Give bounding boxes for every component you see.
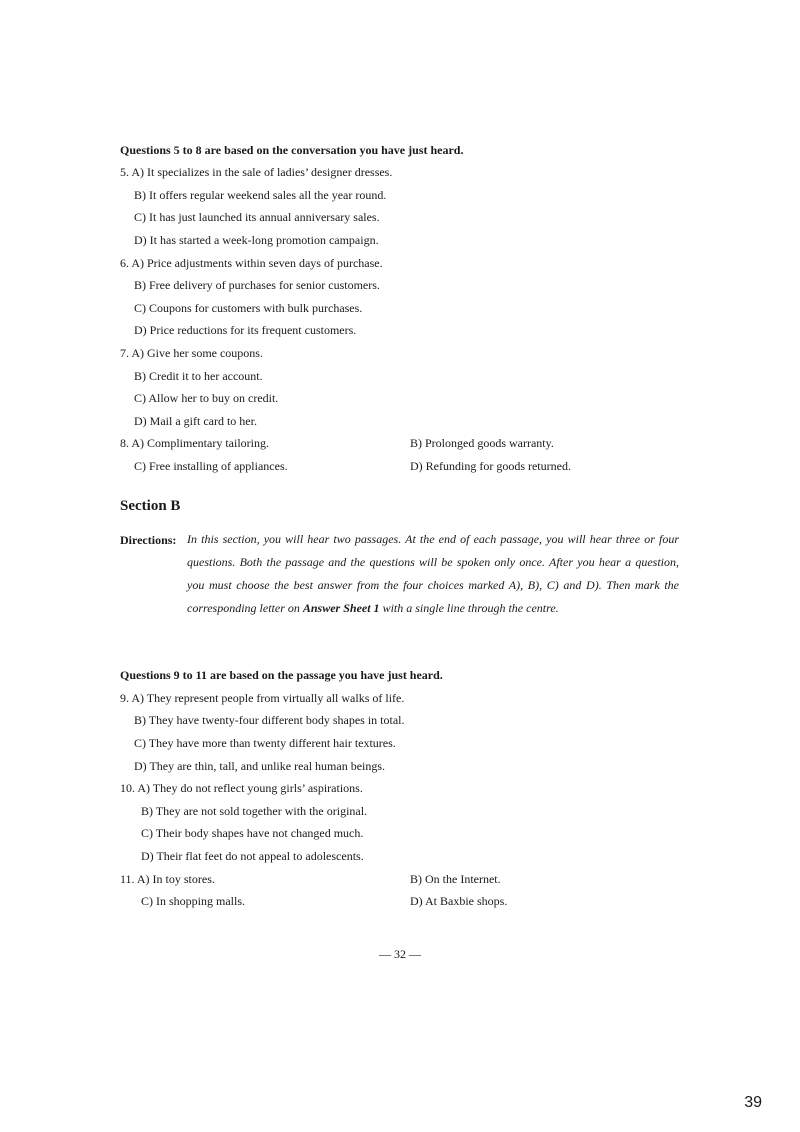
directions-part-2: with a single line through the centre. (382, 601, 559, 615)
q6-option-d: D) Price reductions for its frequent customers. (134, 323, 357, 337)
questions-9-11-heading: Questions 9 to 11 are based on the passage you have just heard. (120, 668, 443, 682)
q8-option-a: 8. A) Complimentary tailoring. (120, 436, 269, 450)
page-number: — 32 — (379, 947, 421, 961)
q10-option-d: D) Their flat feet do not appeal to adolescents. (141, 849, 364, 863)
q6-option-c: C) Coupons for customers with bulk purchases. (134, 301, 363, 315)
q9-option-b: B) They have twenty-four different body shapes in total. (134, 713, 405, 727)
directions-text (187, 528, 679, 620)
q10-option-a: 10. A) They do not reflect young girls’ aspirations. (120, 781, 363, 795)
q5-option-b: B) It offers regular weekend sales all the year round. (134, 188, 387, 202)
q9-option-c: C) They have more than twenty different hair textures. (134, 736, 396, 750)
q6-option-b: B) Free delivery of purchases for senior customers. (134, 278, 380, 292)
q11-option-d: D) At Baxbie shops. (410, 894, 508, 908)
q7-option-d: D) Mail a gift card to her. (134, 414, 257, 428)
questions-5-8-heading: Questions 5 to 8 are based on the conversation you have just heard. (120, 143, 464, 157)
q8-option-d: D) Refunding for goods returned. (410, 459, 571, 473)
directions-label: Directions: (120, 533, 177, 547)
q8-option-c: C) Free installing of appliances. (134, 459, 288, 473)
q11-option-c: C) In shopping malls. (141, 894, 245, 908)
q7-option-a: 7. A) Give her some coupons. (120, 346, 263, 360)
q10-option-b: B) They are not sold together with the original. (141, 804, 368, 818)
answer-sheet-reference: Answer Sheet 1 (302, 601, 380, 615)
q11-option-a: 11. A) In toy stores. (120, 872, 215, 886)
q7-option-c: C) Allow her to buy on credit. (134, 391, 279, 405)
corner-page-number: 39 (744, 1094, 762, 1111)
q10-option-c: C) Their body shapes have not changed much. (141, 826, 364, 840)
section-b-title: Section B (120, 498, 181, 514)
q9-option-a: 9. A) They represent people from virtually all walks of life. (120, 691, 405, 705)
q6-option-a: 6. A) Price adjustments within seven days of purchase. (120, 256, 383, 270)
q5-option-a: 5. A) It specializes in the sale of ladies’ designer dresses. (120, 165, 393, 179)
q9-option-d: D) They are thin, tall, and unlike real human beings. (134, 759, 386, 773)
directions-part-1: In this section, you will hear two passages. At the end of each passage, you will hear three or four questions. Both the passage and the questions will be spoken only once. After you hear a question, you must choose the best answer from the four choices marked A), B), C) and D). Then mark the corresponding letter on (187, 532, 679, 615)
q7-option-b: B) Credit it to her account. (134, 369, 263, 383)
q11-option-b: B) On the Internet. (410, 872, 501, 886)
q5-option-d: D) It has started a week-long promotion campaign. (134, 233, 379, 247)
q8-option-b: B) Prolonged goods warranty. (410, 436, 554, 450)
q5-option-c: C) It has just launched its annual anniversary sales. (134, 210, 380, 224)
